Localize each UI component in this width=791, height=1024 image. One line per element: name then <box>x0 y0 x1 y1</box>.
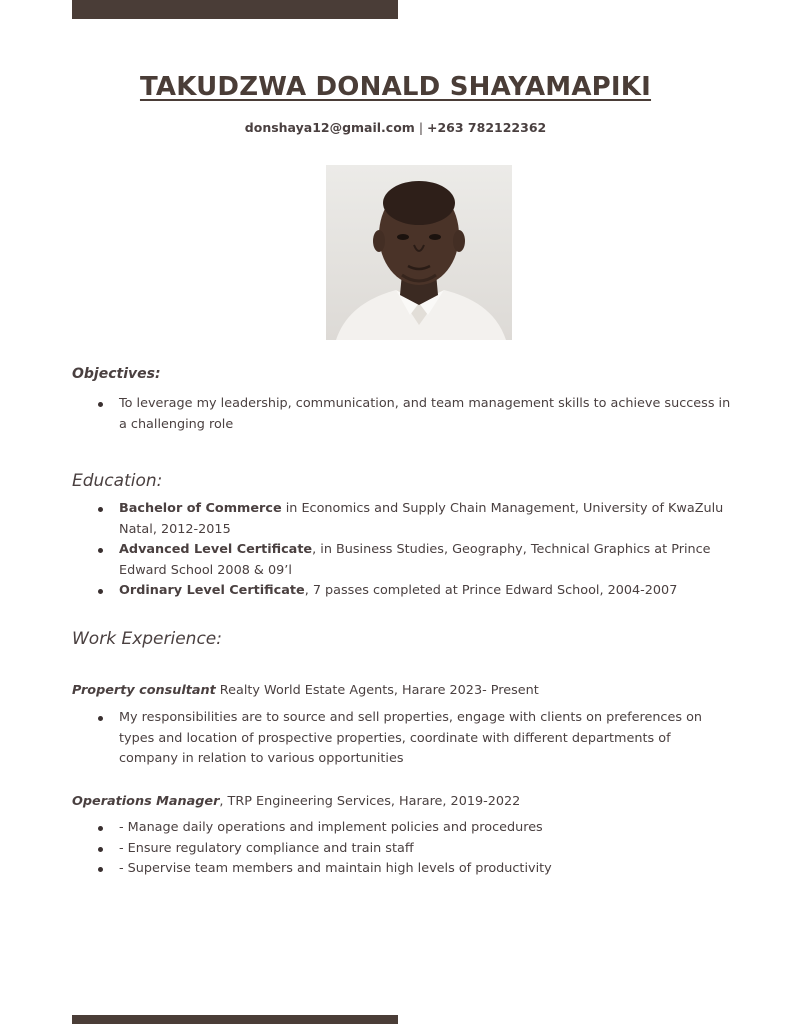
objectives-list <box>96 394 731 435</box>
bottom-accent-bar <box>72 1015 398 1024</box>
list-item: - Ensure regulatory compliance and train staff <box>96 839 731 860</box>
contact-separator: | <box>414 120 428 135</box>
degree-details: in Economics and Supply Chain Management, University of KwaZulu Natal, 2012-2015 <box>119 501 724 537</box>
degree-title: Advanced Level Certificate <box>119 542 313 557</box>
contact-line <box>0 120 791 135</box>
list-item <box>96 499 731 540</box>
list-item: My responsibilities are to source and sell properties, engage with clients on preferences on types and location of prospective properties, coordinate with different departments of company in relation to various opportunities <box>96 708 731 770</box>
job-header <box>72 794 731 809</box>
education-list <box>96 499 731 602</box>
degree-details: , 7 passes completed at Prince Edward School, 2004-2007 <box>304 583 678 598</box>
work-experience-heading: Work Experience: <box>72 629 222 649</box>
job-header <box>72 683 731 698</box>
email-text: donshaya12@gmail.com <box>244 120 415 135</box>
degree-details: , in Business Studies, Geography, Technical Graphics at Prince Edward School 2008 & 09’l <box>119 542 711 578</box>
list-item <box>96 540 731 581</box>
degree-title: Bachelor of Commerce <box>119 501 282 516</box>
job-responsibilities <box>96 708 731 770</box>
portrait-icon <box>326 165 512 340</box>
list-item: - Manage daily operations and implement policies and procedures <box>96 818 731 839</box>
objectives-heading: Objectives: <box>72 366 161 382</box>
job-role: Operations Manager <box>72 794 220 809</box>
list-item <box>96 581 731 602</box>
phone-text: +263 782122362 <box>427 120 547 135</box>
top-accent-bar <box>72 0 398 19</box>
list-item: To leverage my leadership, communication, and team management skills to achieve success in a challenging role <box>96 394 731 435</box>
list-item: - Supervise team members and maintain high levels of productivity <box>96 859 731 880</box>
job-details: Realty World Estate Agents, Harare 2023- Present <box>215 683 539 698</box>
job-role: Property consultant <box>72 683 216 698</box>
candidate-name: TAKUDZWA DONALD SHAYAMAPIKI <box>139 72 652 102</box>
profile-photo <box>326 165 512 340</box>
education-heading: Education: <box>72 471 163 491</box>
job-responsibilities <box>96 818 731 880</box>
degree-title: Ordinary Level Certificate <box>119 583 305 598</box>
job-details: , TRP Engineering Services, Harare, 2019-2022 <box>219 794 521 809</box>
